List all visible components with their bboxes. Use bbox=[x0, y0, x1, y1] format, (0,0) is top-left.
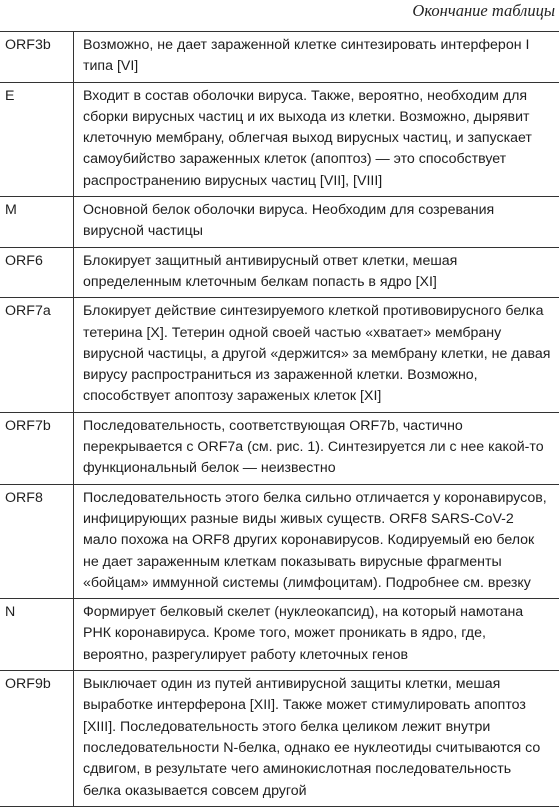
table-row bbox=[0, 32, 559, 83]
protein-description: Формирует белковый скелет (нуклеокапсид), на который намотана РНК коронавируса. Кроме того, может проникать в ядро, где, вероятно, разрегулирует работу клеточных генов bbox=[74, 599, 559, 671]
protein-description: Блокирует действие синтезируемого клеткой противовирусного белка тетерина [X]. Тетерин одной своей частью «хватает» мембрану вирусной частицы, а другой «держится» за мембрану клетки, не давая вирусу распространиться из зараженной клетки. Возможно, способствует апоптозу зараженых клеток [XI] bbox=[74, 298, 559, 412]
protein-description: Возможно, не дает зараженной клетке синтезировать интерферон I типа [VI] bbox=[74, 32, 559, 83]
protein-description: Последовательность, соответствующая ORF7b, частично перекрывается с ORF7a (см. рис. 1). Синтезируется ли с нее какой-то функциональный белок — неизвестно bbox=[74, 412, 559, 484]
table-row bbox=[0, 298, 559, 412]
protein-name: M bbox=[0, 197, 74, 248]
protein-name: ORF3b bbox=[0, 32, 74, 83]
protein-name: ORF9b bbox=[0, 671, 74, 807]
protein-description: Входит в состав оболочки вируса. Также, вероятно, необходим для сборки вирусных частиц и их выхода из клетки. Возможно, дырявит клеточную мембрану, облегчая выход вирусных частиц, и запускает самоубийство зараженных клеток (апоптоз) — это способствует распространению вирусных частиц [VII], [VIII] bbox=[74, 82, 559, 196]
protein-name: ORF8 bbox=[0, 484, 74, 598]
table-row bbox=[0, 247, 559, 298]
protein-name: ORF6 bbox=[0, 247, 74, 298]
protein-description: Блокирует защитный антивирусный ответ клетки, мешая определенным клеточным белкам попасть в ядро [XI] bbox=[74, 247, 559, 298]
table-row bbox=[0, 484, 559, 598]
protein-description: Выключает один из путей антивирусной защиты клетки, мешая выработке интерферона [XII]. Также может стимулировать апоптоз [XIII]. Последовательность этого белка целиком лежит внутри последовательности N-белка, однако ее нуклеотиды считываются со сдвигом, в результате чего аминокислотная последовательность белка оказывается совсем другой bbox=[74, 671, 559, 807]
table-row bbox=[0, 412, 559, 484]
protein-name: N bbox=[0, 599, 74, 671]
table-row bbox=[0, 599, 559, 671]
protein-table bbox=[0, 31, 559, 807]
protein-name: ORF7b bbox=[0, 412, 74, 484]
protein-description: Основной белок оболочки вируса. Необходим для созревания вирусной частицы bbox=[74, 197, 559, 248]
table-row bbox=[0, 197, 559, 248]
protein-name: ORF7a bbox=[0, 298, 74, 412]
protein-description: Последовательность этого белка сильно отличается у коронавирусов, инфицирующих разные виды живых существ. ORF8 SARS-CoV-2 мало похожа на ORF8 других коронавирусов. Кодируемый ею белок не дает зараженным клеткам показывать вирусные фрагменты «бойцам» иммунной системы (лимфоцитам). Подробнее см. врезку bbox=[74, 484, 559, 598]
table-continuation-caption: Окончание таблицы bbox=[412, 1, 555, 21]
table-row bbox=[0, 82, 559, 196]
table-row bbox=[0, 671, 559, 807]
protein-name: E bbox=[0, 82, 74, 196]
